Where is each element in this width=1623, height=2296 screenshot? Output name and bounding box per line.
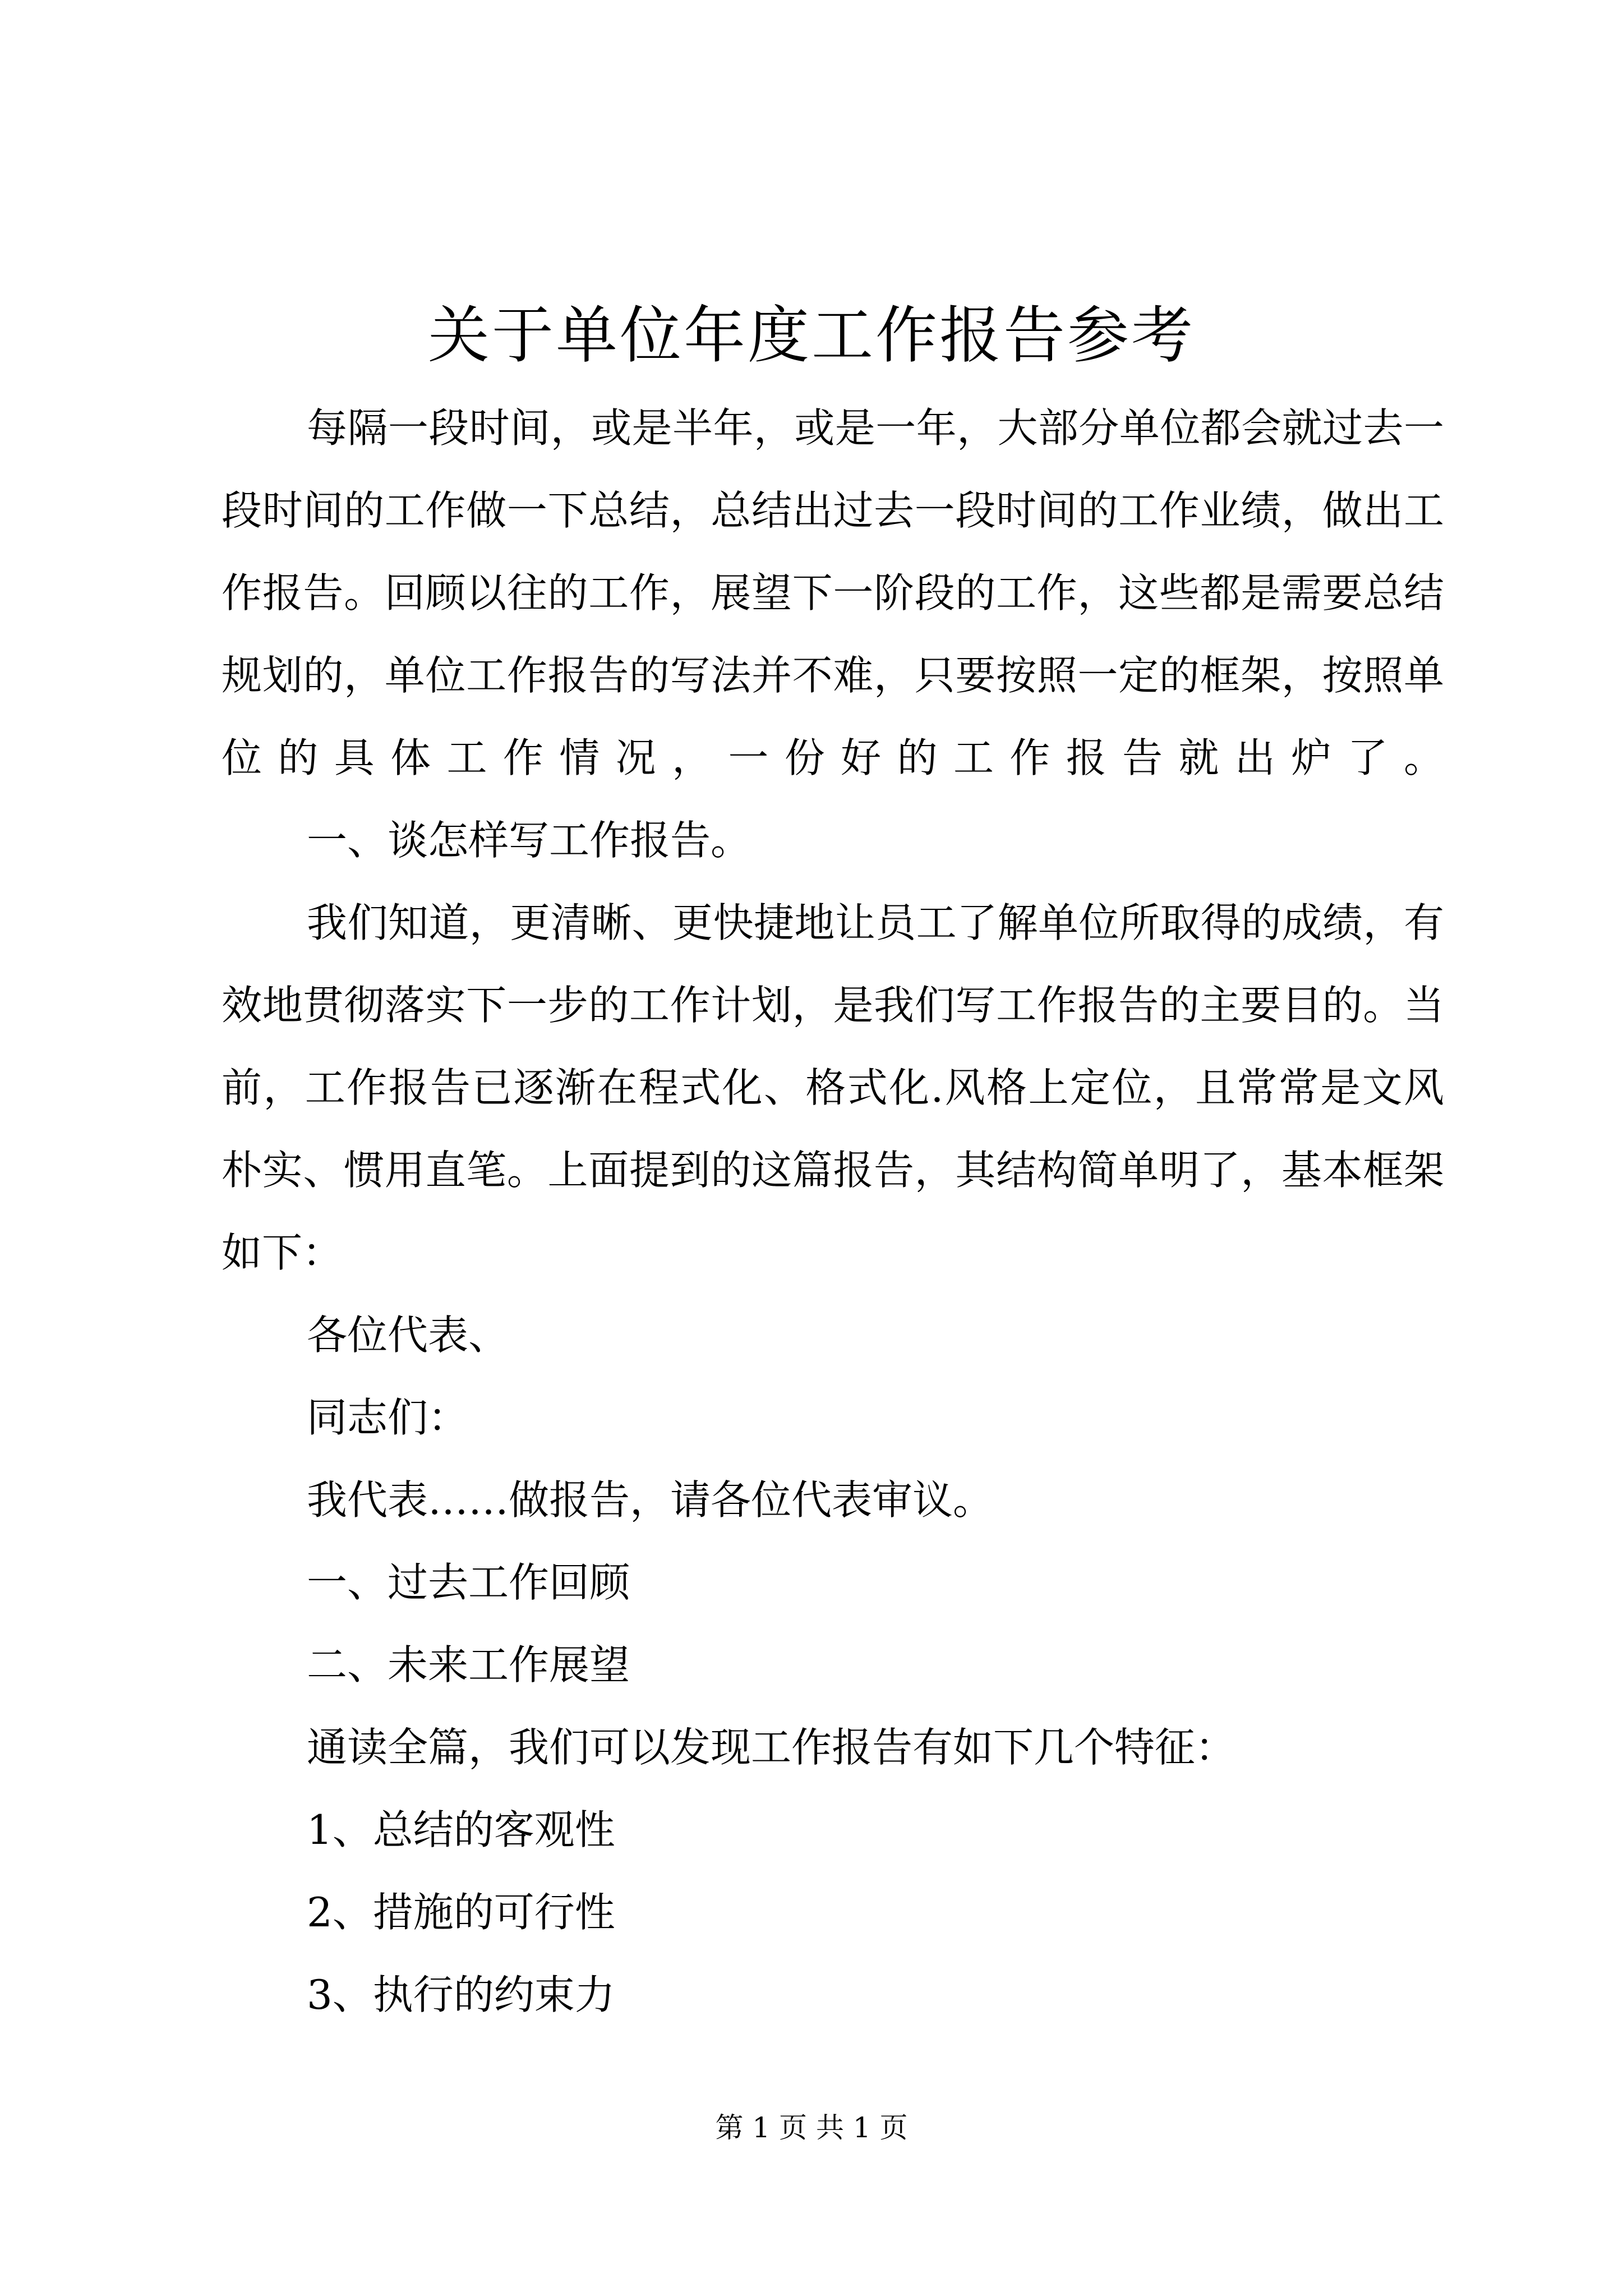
page-footer: 第 1 页 共 1 页 bbox=[715, 2111, 908, 2144]
list-line: 1、总结的客观性 bbox=[307, 1806, 615, 1853]
document-title: 关于单位年度工作报告参考 bbox=[428, 300, 1195, 371]
list-line: 一、过去工作回顾 bbox=[307, 1559, 630, 1606]
list-line: 我代表……做报告，请各位代表审议。 bbox=[307, 1476, 994, 1524]
list-line: 各位代表、 bbox=[307, 1312, 509, 1359]
list-line: 通读全篇，我们可以发现工作报告有如下几个特征： bbox=[307, 1724, 1236, 1771]
paragraph-purpose: 我们知道，更清晰、更快捷地让员工了解单位所取得的成绩，有效地贯彻落实下一步的工作计划，是我们写工作报告的主要目的。当前，工作报告已逐渐在程式化、格式化.风格上定位，且常常是文风朴实、惯用直笔。上面提到的这篇报告，其结构简单明了，基本框架如下： bbox=[222, 899, 1444, 1276]
list-line: 3、执行的约束力 bbox=[307, 1971, 615, 2018]
list-line: 二、未来工作展望 bbox=[307, 1641, 630, 1688]
document-body bbox=[222, 387, 1444, 2036]
section-heading: 一、谈怎样写工作报告。 bbox=[307, 817, 751, 864]
list-line: 同志们： bbox=[307, 1394, 469, 1441]
list-line: 2、措施的可行性 bbox=[307, 1889, 615, 1936]
paragraph-intro: 每隔一段时间，或是半年，或是一年，大部分单位都会就过去一段时间的工作做一下总结，总结出过去一段时间的工作业绩，做出工作报告。回顾以往的工作，展望下一阶段的工作，这些都是需要总结规划的，单位工作报告的写法并不难，只要按照一定的框架，按照单位的具体工作情况，一份好的工作报告就出炉了。 bbox=[222, 404, 1444, 781]
